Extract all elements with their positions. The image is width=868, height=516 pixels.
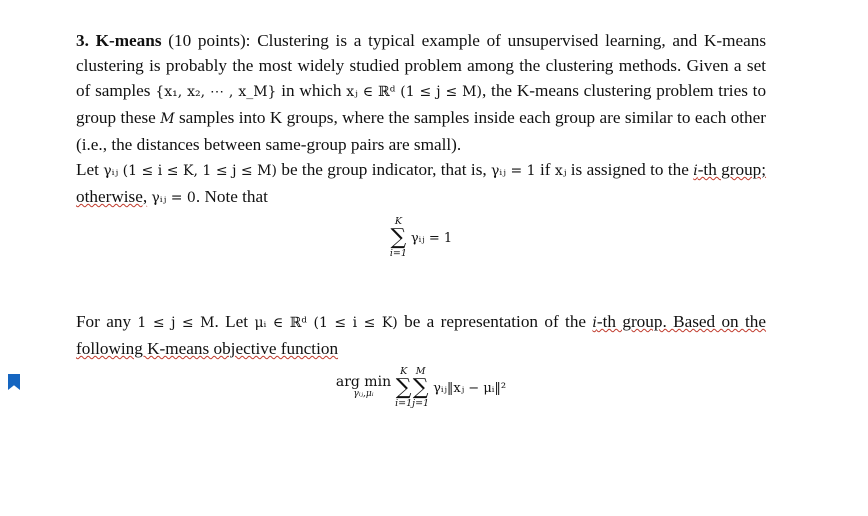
sum-symbol-j: ∑ bbox=[412, 375, 429, 400]
problem-number: 3. bbox=[76, 31, 89, 50]
sample-condition: xⱼ ∈ ℝᵈ (1 ≤ j ≤ M) bbox=[346, 84, 482, 100]
problem-title: K-means bbox=[95, 31, 162, 50]
paragraph-intro: 3. K-means (10 points): Clustering is a typical example of unsupervised learning, and K-means clustering is probably the most widely studied problem among the clustering methods. Given a set of samples {x₁, x₂, ⋯ , x_M} in which xⱼ ∈ ℝᵈ (1 ≤ j ≤ M), the K-means clustering problem tries to group these M samples into K groups, where the samples inside each group are similar to each other (i.e., the distances between same-group pairs are small). bbox=[76, 31, 767, 154]
problem-points: (10 points): bbox=[168, 31, 251, 50]
equation-objective: arg min γᵢⱼ,μᵢ K ∑ i=1 M ∑ j=1 γᵢⱼ‖xⱼ − μᵢ‖² bbox=[335, 366, 507, 409]
paragraph-indicator: Let γᵢⱼ (1 ≤ i ≤ K, 1 ≤ j ≤ M) be the group indicator, that is, γᵢⱼ = 1 if xⱼ is assigned to the i-th group; otherwise, γᵢⱼ = 0. Note that bbox=[76, 160, 767, 206]
bookmark-icon[interactable] bbox=[8, 374, 20, 390]
sum-symbol: ∑ bbox=[390, 225, 407, 250]
indicator-zero: γᵢⱼ = 0 bbox=[151, 190, 196, 206]
equation-sum-constraint: K ∑ i=1 γᵢⱼ = 1 bbox=[389, 216, 453, 259]
sample-count: M bbox=[160, 111, 175, 127]
sample-set: {x₁, x₂, ⋯ , x_M} bbox=[155, 84, 277, 100]
paragraph-objective: For any 1 ≤ j ≤ M. Let μᵢ ∈ ℝᵈ (1 ≤ i ≤ K) be a representation of the i-th group. Based on the following K-means objective function bbox=[76, 312, 767, 358]
indicator-def: γᵢⱼ (1 ≤ i ≤ K, 1 ≤ j ≤ M) bbox=[103, 163, 277, 179]
problem-text bbox=[76, 28, 766, 417]
indicator-one: γᵢⱼ = 1 bbox=[491, 163, 536, 179]
mu-def: μᵢ ∈ ℝᵈ (1 ≤ i ≤ K) bbox=[254, 315, 398, 331]
sum-symbol-i: ∑ bbox=[395, 375, 412, 400]
